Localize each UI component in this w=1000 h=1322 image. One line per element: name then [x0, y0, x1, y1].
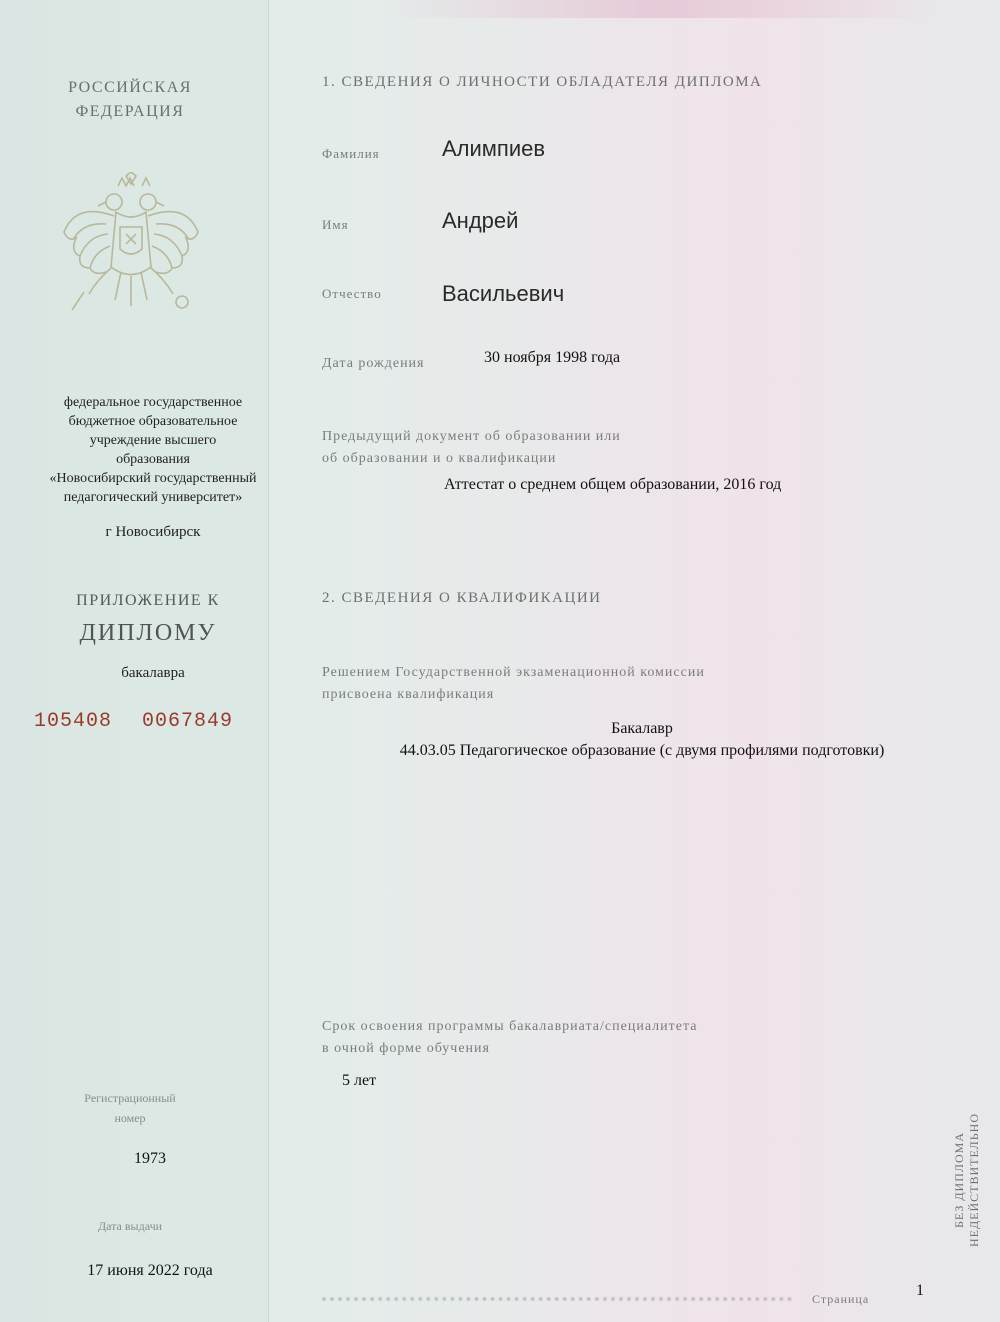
- issue-date: 17 июня 2022 года: [87, 1262, 213, 1279]
- institution-name: [28, 393, 278, 507]
- institution-line: учреждение высшего: [89, 433, 217, 448]
- section-1-title: 1. СВЕДЕНИЯ О ЛИЧНОСТИ ОБЛАДАТЕЛЯ ДИПЛОМА: [322, 74, 763, 90]
- appendix-title: ПРИЛОЖЕНИЕ К: [76, 592, 220, 609]
- first-name-label: Имя: [322, 217, 349, 232]
- vertical-validity-note: БЕЗ ДИПЛОМА НЕДЕЙСТВИТЕЛЬНО: [952, 1112, 981, 1248]
- qualification-decision-line-2: присвоена квалификация: [322, 687, 495, 702]
- surname-label: Фамилия: [322, 146, 380, 161]
- institution-line: образования: [116, 452, 190, 467]
- appendix-diploma-word: ДИПЛОМУ: [79, 620, 217, 646]
- city: г Новосибирск: [105, 524, 201, 540]
- qualification-value: Бакалавр: [611, 720, 673, 737]
- study-term-line-2: в очной форме обучения: [322, 1041, 490, 1056]
- program-value: 44.03.05 Педагогическое образование (с двумя профилями подготовки): [399, 742, 885, 759]
- page-number: 1: [916, 1282, 924, 1299]
- institution-line: федеральное государственное: [63, 395, 243, 410]
- issue-date-label: Дата выдачи: [97, 1219, 163, 1233]
- birth-date-value: 30 ноября 1998 года: [484, 349, 621, 366]
- page-bottom-dotted-line: [322, 1297, 792, 1301]
- country-line-2: ФЕДЕРАЦИЯ: [75, 103, 185, 120]
- institution-line: бюджетное образовательное: [68, 414, 238, 429]
- serial-number: [34, 710, 233, 733]
- previous-document-label-line-2: об образовании и о квалификации: [322, 451, 557, 466]
- patronymic-label: Отчество: [322, 286, 382, 301]
- top-decorative-strip: [380, 0, 940, 18]
- study-term-line-1: Срок освоения программы бакалавриата/специалитета: [322, 1019, 698, 1034]
- institution-line: «Новосибирский государственный: [49, 471, 257, 486]
- surname-value: Алимпиев: [442, 136, 546, 161]
- patronymic-value: Васильевич: [442, 281, 565, 306]
- country-title: [40, 76, 220, 124]
- birth-date-label: Дата рождения: [322, 356, 425, 371]
- registration-number: 1973: [134, 1150, 166, 1167]
- institution-line: педагогический университет»: [63, 490, 243, 505]
- registration-label: [40, 1088, 220, 1128]
- section-2-title: 2. СВЕДЕНИЯ О КВАЛИФИКАЦИИ: [322, 590, 602, 606]
- serial-series: 105408: [34, 710, 113, 733]
- qualification-decision-label: [322, 662, 705, 706]
- study-term-label: [322, 1016, 697, 1060]
- country-line-1: РОССИЙСКАЯ: [68, 79, 192, 96]
- previous-document-label: [322, 426, 621, 470]
- study-term-value: 5 лет: [342, 1072, 377, 1089]
- previous-document-label-line-1: Предыдущий документ об образовании или: [322, 429, 621, 444]
- previous-document-value: Аттестат о среднем общем образовании, 2016 год: [444, 476, 782, 493]
- page-label: Страница: [812, 1292, 870, 1306]
- first-name-value: Андрей: [442, 208, 519, 233]
- serial-digits: 0067849: [142, 710, 234, 733]
- eagle-emblem-icon: [56, 172, 206, 322]
- registration-label-line-2: номер: [114, 1111, 146, 1125]
- degree-level: бакалавра: [121, 665, 185, 681]
- registration-label-line-1: Регистрационный: [84, 1091, 176, 1105]
- qualification-decision-line-1: Решением Государственной экзаменационной комиссии: [322, 665, 705, 680]
